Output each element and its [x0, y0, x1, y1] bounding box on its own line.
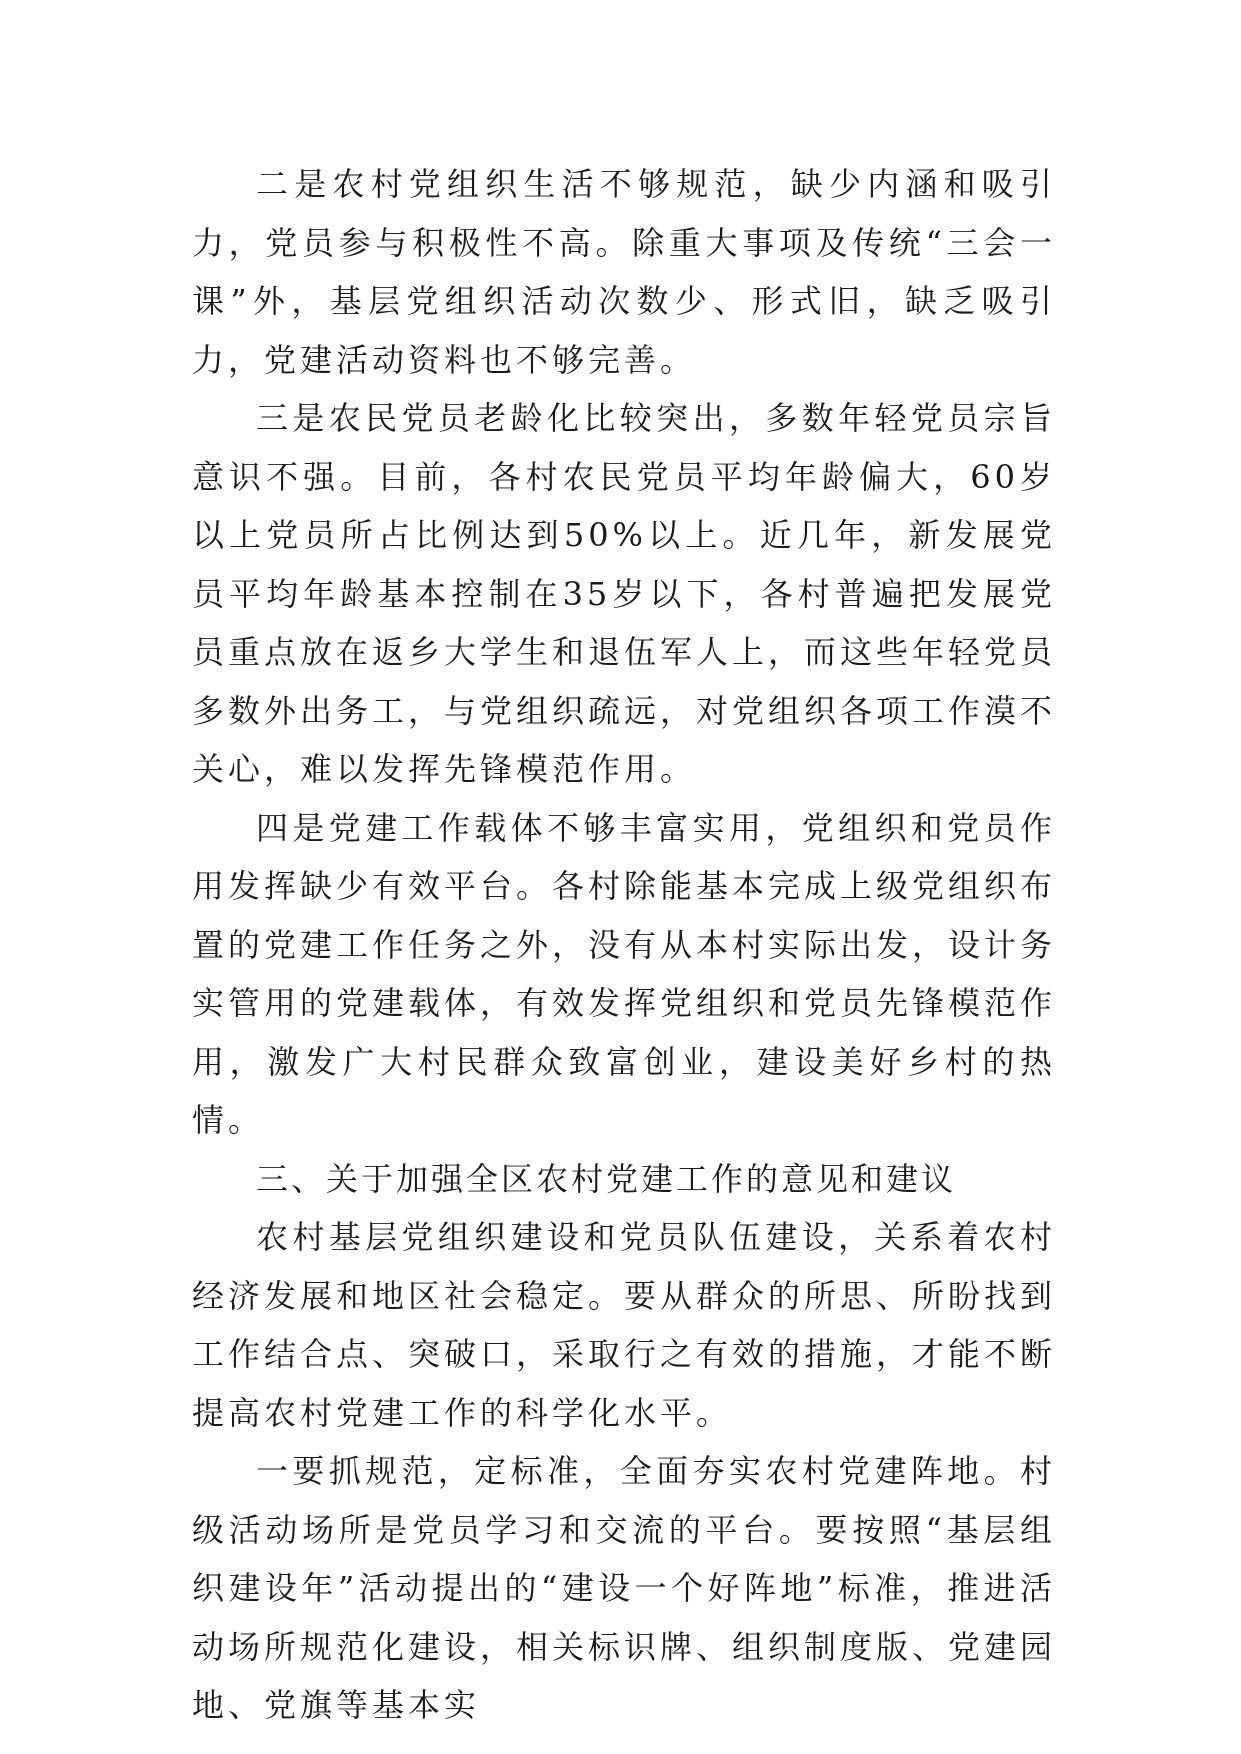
paragraph-2: 二是农村党组织生活不够规范，缺少内涵和吸引力，党员参与积极性不高。除重大事项及传统“三会一课”外，基层党组织活动次数少、形式旧，缺乏吸引力，党建活动资料也不够完善。: [192, 165, 1056, 379]
body-text: [192, 155, 1056, 1735]
paragraph-intro: 农村基层党组织建设和党员队伍建设，关系着农村经济发展和地区社会稳定。要从群众的所思、所盼找到工作结合点、突破口，采取行之有效的措施，才能不断提高农村党建工作的科学化水平。: [192, 1218, 1057, 1432]
paragraph-4: 四是党建工作载体不够丰富实用，党组织和党员作用发挥缺少有效平台。各村除能基本完成上级党组织布置的党建工作任务之外，没有从本村实际出发，设计务实管用的党建载体，有效发挥党组织和党员先锋模范作用，激发广大村民群众致富创业，建设美好乡村的热情。: [192, 808, 1057, 1139]
section-heading: 三、关于加强全区农村党建工作的意见和建议: [256, 1159, 957, 1198]
paragraph-measure-1: 一要抓规范，定标准，全面夯实农村党建阵地。村级活动场所是党员学习和交流的平台。要按照“基层组织建设年”活动提出的“建设一个好阵地”标准，推进活动场所规范化建设，相关标识牌、组织制度版、党建园地、党旗等基本实: [192, 1452, 1057, 1724]
paragraph-3: 三是农民党员老龄化比较突出，多数年轻党员宗旨意识不强。目前，各村农民党员平均年龄偏大，60岁以上党员所占比例达到50%以上。近几年，新发展党员平均年龄基本控制在35岁以下，各村普遍把发展党员重点放在返乡大学生和退伍军人上，而这些年轻党员多数外出务工，与党组织疏远，对党组织各项工作漠不关心，难以发挥先锋模范作用。: [192, 399, 1057, 788]
